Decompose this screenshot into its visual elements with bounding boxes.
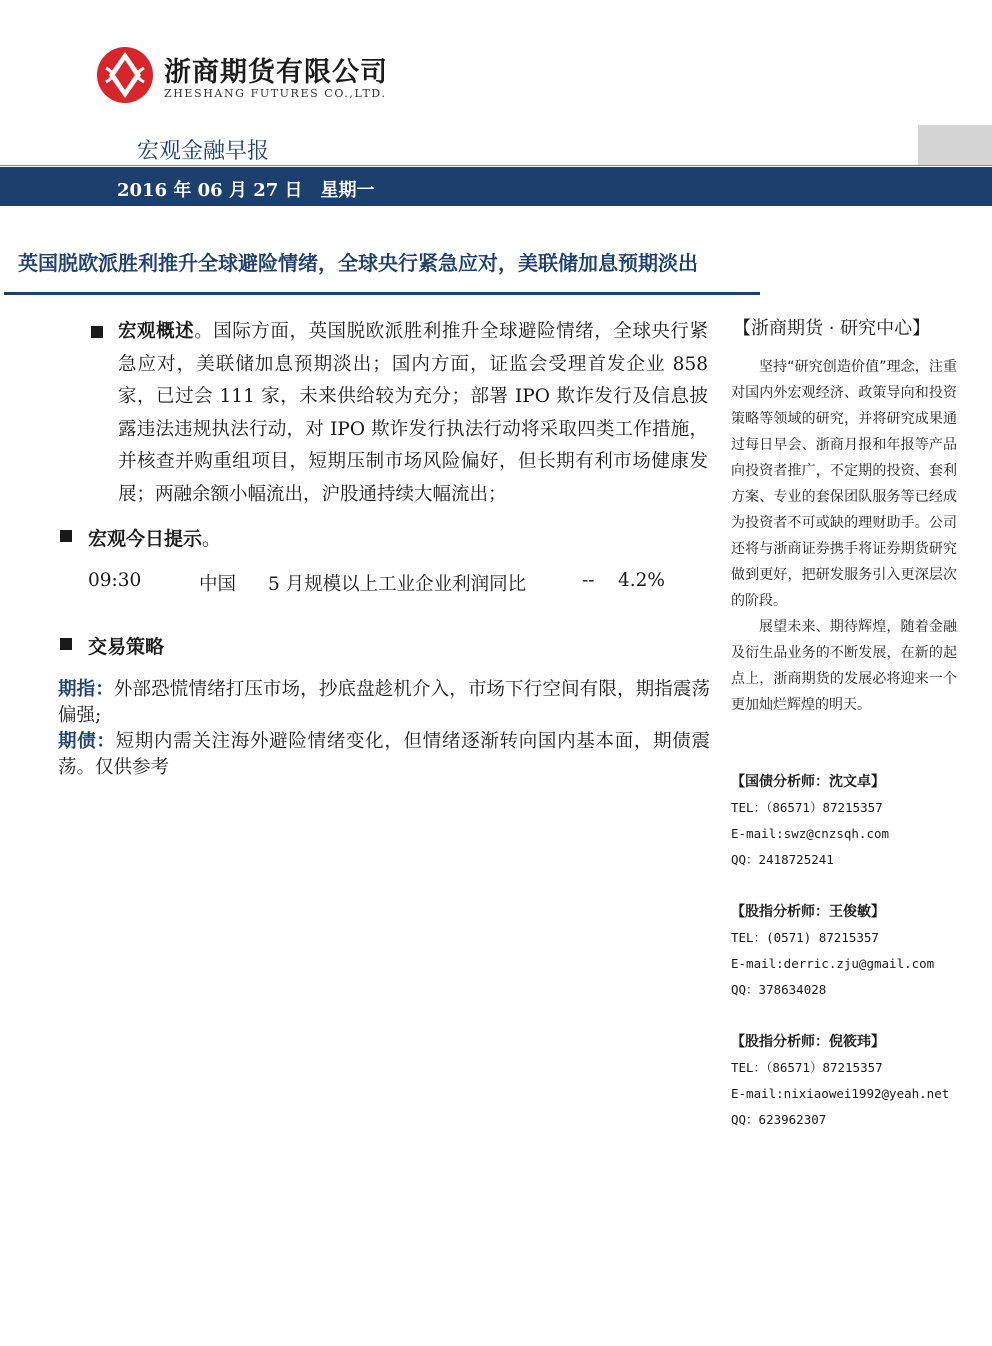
strategy-item-lead: 期债： xyxy=(58,731,116,752)
tip-indicator: 5 月规模以上工业企业利润同比 xyxy=(268,574,527,595)
analyst-title: 【国债分析师：沈文卓】 xyxy=(731,774,885,790)
analyst-title: 【股指分析师：倪筱玮】 xyxy=(731,1034,885,1050)
tip-time: 09:30 xyxy=(88,570,142,591)
analyst-email[interactable]: E-mail:swz@cnzsqh.com xyxy=(731,826,890,841)
strategy-title: 交易策略 xyxy=(88,636,165,658)
strategy-item xyxy=(58,729,710,781)
summary-text: 。国际方面，英国脱欧派胜利推升全球避险情绪，全球央行紧急应对，美联储加息预期淡出；国内方面，证监会受理首发企业 858 家，已过会 111 家，未来供给较为充分；部署 IPO 欺诈发行及信息披露违法违规执法行动，对 IPO 欺诈发行执法行动将采取四类工作措施，并核查并购重组项目，短期压制市场风险偏好，但长期有利市场健康发展；两融余额小幅流出，沪股通持续大幅流出； xyxy=(118,321,708,505)
analyst-email[interactable]: E-mail:nixiaowei1992@yeah.net xyxy=(731,1086,950,1101)
analyst-qq: QQ：623962307 xyxy=(731,1112,827,1127)
analyst-card xyxy=(731,899,971,1003)
analyst-qq: QQ：378634028 xyxy=(731,982,827,997)
headline-rule xyxy=(4,292,760,295)
strategy-item-text: 外部恐慌情绪打压市场，抄底盘趁机介入，市场下行空间有限，期指震荡偏强; xyxy=(58,679,710,726)
bullet-square-icon xyxy=(91,326,103,338)
header-gray-block xyxy=(918,125,992,165)
headline: 英国脱欧派胜利推升全球避险情绪，全球央行紧急应对，美联储加息预期淡出 xyxy=(18,251,698,275)
strategy-item-lead: 期指： xyxy=(58,679,114,700)
report-type: 宏观金融早报 xyxy=(137,139,270,164)
summary-lead: 宏观概述 xyxy=(118,321,195,342)
strategy-item xyxy=(58,677,710,729)
company-name: 浙商期货有限公司 xyxy=(164,57,388,88)
tip-previous: -- xyxy=(582,570,595,591)
tips-title xyxy=(88,524,221,551)
analyst-card xyxy=(731,769,971,873)
analyst-card xyxy=(731,1029,971,1133)
zheshang-logo-icon xyxy=(96,46,154,104)
strategy-item-text: 短期内需关注海外避险情绪变化，但情绪逐渐转向国内基本面，期债震荡。仅供参考 xyxy=(58,731,710,778)
analyst-tel: TEL：（86571）87215357 xyxy=(731,800,883,815)
analyst-tel: TEL：（86571）87215357 xyxy=(731,1060,883,1075)
company-name-en: ZHESHANG FUTURES CO.,LTD. xyxy=(164,87,387,100)
analyst-tel: TEL：(0571) 87215357 xyxy=(731,930,879,945)
tip-value: 4.2% xyxy=(618,570,665,591)
sidebar-header: 【浙商期货 · 研究中心】 xyxy=(733,318,931,339)
sidebar-paragraph: 坚持“研究创造价值”理念，注重对国内外宏观经济、政策导向和投资策略等领域的研究，并将研究成果通过每日早会、浙商月报和年报等产品向投资者推广，不定期的投资、套利方案、专业的套保团队服务等已经成为投资者不可或缺的理财助手。公司还将与浙商证券携手将证券期货研究做到更好，把研发服务引入更深层次的阶段。 xyxy=(731,359,957,609)
analyst-title: 【股指分析师：王俊敏】 xyxy=(731,904,885,920)
bullet-square-icon xyxy=(60,638,72,650)
tips-title-text: 宏观今日提示 xyxy=(88,528,203,550)
tips-title-suffix: 。 xyxy=(202,528,222,550)
analyst-qq: QQ：2418725241 xyxy=(731,852,834,867)
report-date: 2016 年 06 月 27 日 星期一 xyxy=(117,180,375,201)
sidebar-intro xyxy=(731,354,957,718)
sidebar-paragraph: 展望未来、期待辉煌，随着金融及衍生品业务的不断发展，在新的起点上，浙商期货的发展必将迎来一个更加灿烂辉煌的明天。 xyxy=(731,619,957,713)
header-divider xyxy=(0,165,992,166)
macro-summary xyxy=(118,316,708,511)
analyst-email[interactable]: E-mail:derric.zju@gmail.com xyxy=(731,956,935,971)
tip-country: 中国 xyxy=(199,574,237,595)
bullet-square-icon xyxy=(60,530,72,542)
